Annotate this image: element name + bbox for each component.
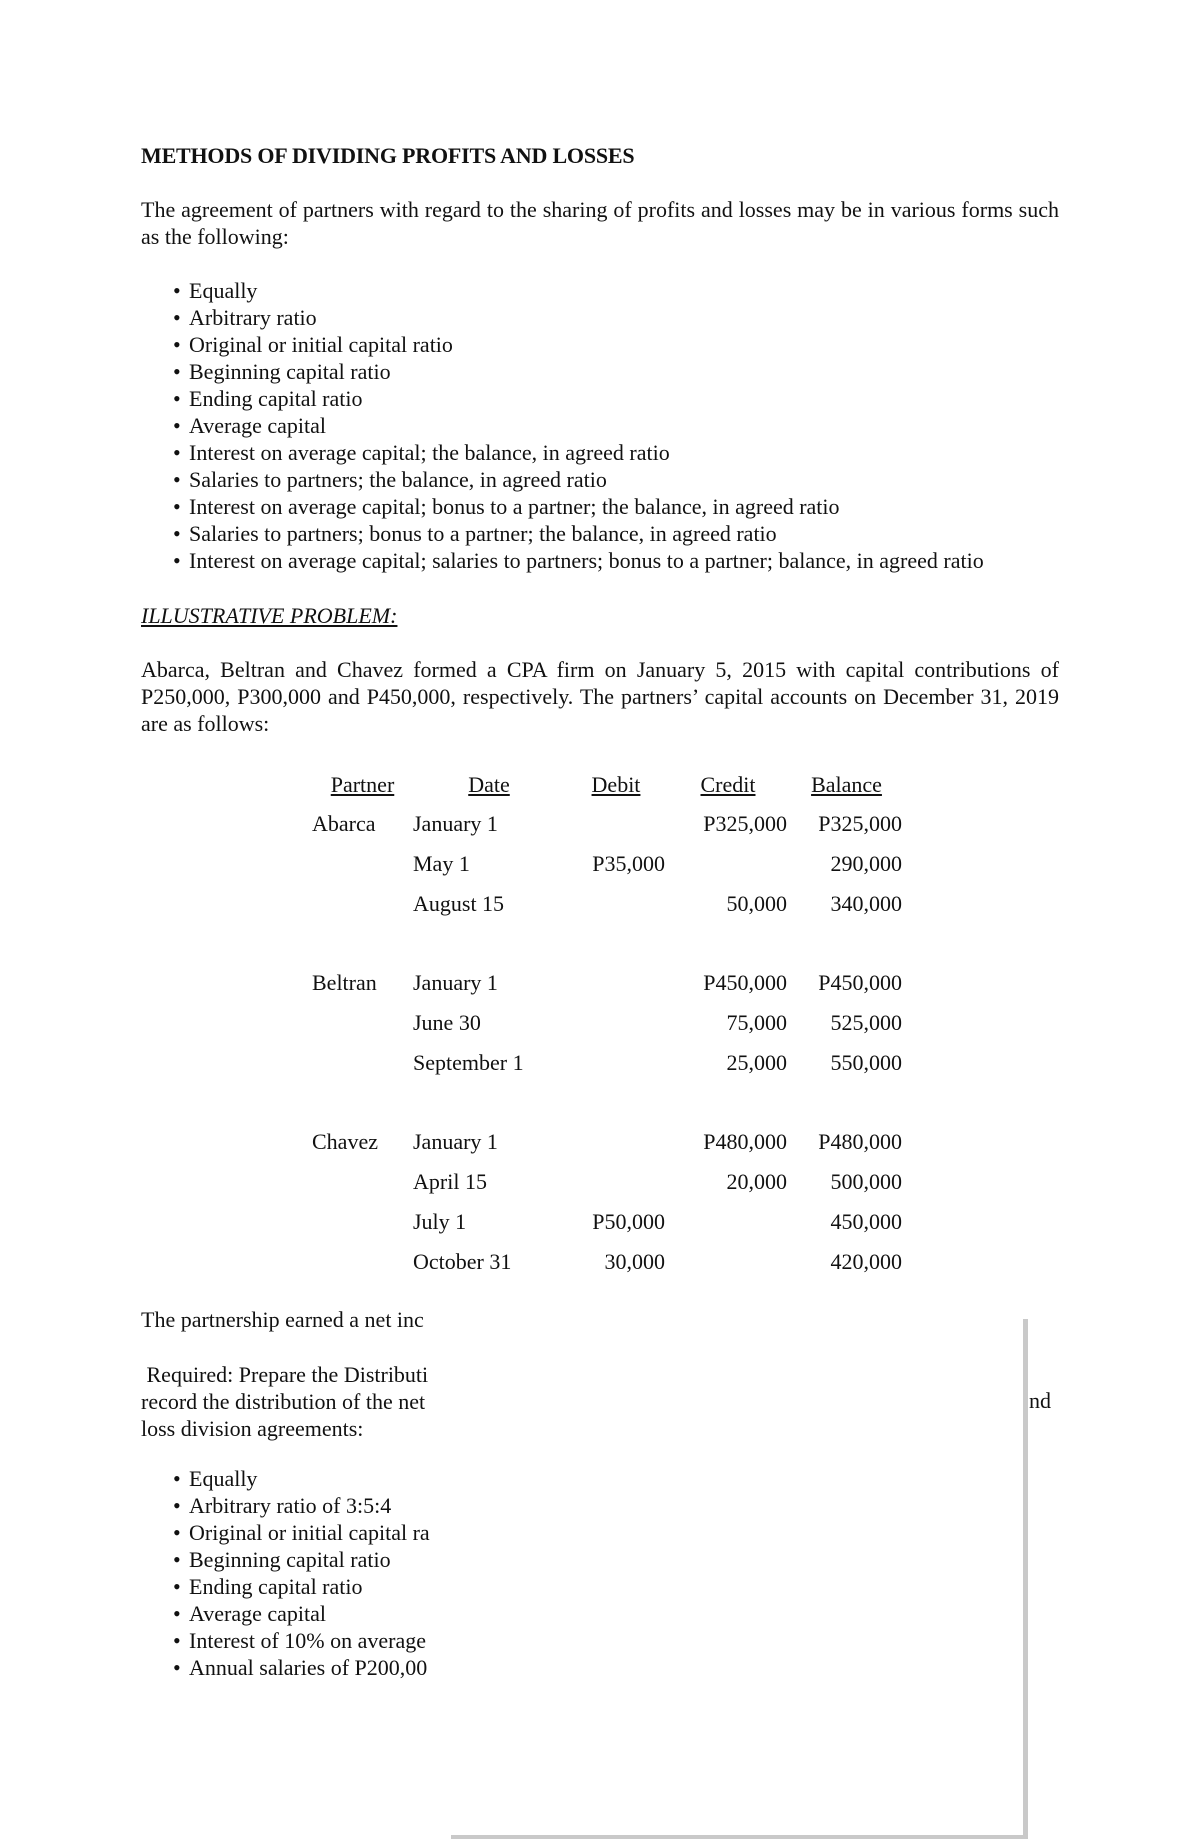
table-row bbox=[312, 1043, 904, 1083]
credit-cell: 25,000 bbox=[726, 1050, 787, 1075]
debit-cell bbox=[565, 1043, 667, 1083]
credit-cell bbox=[667, 1242, 789, 1282]
credit-cell: P450,000 bbox=[703, 970, 787, 995]
date-cell: September 1 bbox=[413, 1050, 524, 1075]
list-item: • Original or initial capital ratio bbox=[173, 332, 453, 357]
list-item: • Average capital bbox=[173, 1601, 327, 1626]
list-item: • Interest on average capital; the balance, in agreed ratio bbox=[173, 440, 670, 465]
debit-cell: P50,000 bbox=[592, 1209, 665, 1234]
bullet-icon: • bbox=[173, 548, 181, 573]
partner-cell bbox=[312, 1202, 413, 1242]
date-cell: June 30 bbox=[413, 1010, 481, 1035]
list-item: • Arbitrary ratio of 3:5:4 bbox=[173, 1493, 392, 1518]
bullet-icon: • bbox=[173, 440, 181, 465]
bullet-icon: • bbox=[173, 1628, 181, 1653]
spacer-row bbox=[312, 1083, 904, 1122]
balance-cell: 420,000 bbox=[830, 1249, 902, 1274]
list-item: • Salaries to partners; the balance, in agreed ratio bbox=[173, 467, 607, 492]
balance-cell: 450,000 bbox=[830, 1209, 902, 1234]
list-item: • Interest on average capital; bonus to a partner; the balance, in agreed ratio bbox=[173, 494, 840, 519]
column-header-date: Date bbox=[468, 772, 510, 797]
net-income-paragraph: The partnership earned a net inc bbox=[141, 1307, 424, 1332]
column-header-partner: Partner bbox=[330, 772, 395, 797]
partner-cell bbox=[312, 844, 413, 884]
balance-cell: 525,000 bbox=[830, 1010, 902, 1035]
list-item: • Annual salaries of P200,00 bbox=[173, 1655, 428, 1680]
date-cell: July 1 bbox=[413, 1209, 467, 1234]
bullet-icon: • bbox=[173, 305, 181, 330]
partner-cell bbox=[312, 1043, 413, 1083]
list-item: • Arbitrary ratio bbox=[173, 305, 317, 330]
table-row bbox=[312, 963, 904, 1003]
list-item: • Interest of 10% on average bbox=[173, 1628, 427, 1653]
table-row bbox=[312, 1242, 904, 1282]
intro-paragraph: The agreement of partners with regard to the sharing of profits and losses may be in various forms such as the following: bbox=[141, 197, 1059, 249]
list-item: • Average capital bbox=[173, 413, 327, 438]
credit-cell: 75,000 bbox=[726, 1010, 787, 1035]
list-item: • Interest on average capital; salaries to partners; bonus to a partner; balance, in agreed ratio bbox=[173, 548, 984, 573]
date-cell: January 1 bbox=[413, 811, 498, 836]
credit-cell: P325,000 bbox=[703, 811, 787, 836]
bullet-icon: • bbox=[173, 494, 181, 519]
required-list bbox=[173, 1465, 430, 1681]
capital-accounts-table bbox=[312, 766, 904, 1282]
balance-cell: 290,000 bbox=[830, 851, 902, 876]
bullet-icon: • bbox=[173, 1493, 181, 1518]
balance-cell: P450,000 bbox=[818, 970, 902, 995]
bullet-icon: • bbox=[173, 1466, 181, 1491]
table-row bbox=[312, 1202, 904, 1242]
partner-cell: Abarca bbox=[312, 811, 376, 836]
required-line: Required: Prepare the Distributi bbox=[141, 1362, 429, 1387]
partner-cell bbox=[312, 1162, 413, 1202]
bullet-icon: • bbox=[173, 1655, 181, 1680]
table-row bbox=[312, 1003, 904, 1043]
column-header-balance: Balance bbox=[811, 772, 882, 797]
balance-cell: P480,000 bbox=[818, 1129, 902, 1154]
debit-cell: P35,000 bbox=[592, 851, 665, 876]
date-cell: April 15 bbox=[413, 1169, 487, 1194]
table-header-row bbox=[312, 766, 904, 804]
bullet-icon: • bbox=[173, 386, 181, 411]
debit-cell bbox=[565, 1122, 667, 1162]
table-row bbox=[312, 1162, 904, 1202]
spacer-row bbox=[312, 924, 904, 963]
list-item: • Original or initial capital ra bbox=[173, 1520, 430, 1545]
bullet-icon: • bbox=[173, 1547, 181, 1572]
bullet-icon: • bbox=[173, 467, 181, 492]
date-cell: August 15 bbox=[413, 891, 505, 916]
partner-cell: Chavez bbox=[312, 1129, 378, 1154]
credit-cell: 20,000 bbox=[726, 1169, 787, 1194]
debit-cell bbox=[565, 804, 667, 844]
debit-cell bbox=[565, 963, 667, 1003]
credit-cell: P480,000 bbox=[703, 1129, 787, 1154]
problem-paragraph: Abarca, Beltran and Chavez formed a CPA firm on January 5, 2015 with capital contributions of P250,000, P300,000 and P450,000, respectively. The partners’ capital accounts on December 31, 2019 are as follows: bbox=[141, 657, 1059, 736]
balance-cell: 500,000 bbox=[830, 1169, 902, 1194]
bullet-icon: • bbox=[173, 1601, 181, 1626]
balance-cell: 340,000 bbox=[830, 891, 902, 916]
bullet-icon: • bbox=[173, 278, 181, 303]
debit-cell bbox=[565, 1003, 667, 1043]
list-item: • Salaries to partners; bonus to a partner; the balance, in agreed ratio bbox=[173, 521, 777, 546]
partner-cell bbox=[312, 884, 413, 924]
bullet-icon: • bbox=[173, 1520, 181, 1545]
required-line: loss division agreements: bbox=[141, 1416, 364, 1441]
list-item: • Equally bbox=[173, 1466, 258, 1491]
table-row bbox=[312, 844, 904, 884]
methods-list bbox=[173, 277, 984, 574]
preview-blocker-panel bbox=[451, 1319, 1028, 1839]
list-item: • Beginning capital ratio bbox=[173, 1547, 391, 1572]
credit-cell bbox=[667, 1202, 789, 1242]
partner-cell bbox=[312, 1242, 413, 1282]
partner-cell bbox=[312, 1003, 413, 1043]
credit-cell: 50,000 bbox=[726, 891, 787, 916]
date-cell: May 1 bbox=[413, 851, 470, 876]
date-cell: January 1 bbox=[413, 1129, 498, 1154]
date-cell: January 1 bbox=[413, 970, 498, 995]
list-item: • Ending capital ratio bbox=[173, 386, 363, 411]
list-item: • Ending capital ratio bbox=[173, 1574, 363, 1599]
debit-cell bbox=[565, 884, 667, 924]
table-row bbox=[312, 804, 904, 844]
list-item: • Beginning capital ratio bbox=[173, 359, 391, 384]
required-line: record the distribution of the net bbox=[141, 1389, 426, 1414]
truncated-text-fragment: nd bbox=[1029, 1388, 1051, 1413]
bullet-icon: • bbox=[173, 413, 181, 438]
column-header-credit: Credit bbox=[700, 772, 756, 797]
bullet-icon: • bbox=[173, 521, 181, 546]
section-subtitle: ILLUSTRATIVE PROBLEM: bbox=[141, 603, 398, 628]
table-row bbox=[312, 1122, 904, 1162]
column-header-debit: Debit bbox=[591, 772, 641, 797]
date-cell: October 31 bbox=[413, 1249, 512, 1274]
debit-cell bbox=[565, 1162, 667, 1202]
debit-cell: 30,000 bbox=[604, 1249, 665, 1274]
bullet-icon: • bbox=[173, 359, 181, 384]
partner-cell: Beltran bbox=[312, 970, 377, 995]
bullet-icon: • bbox=[173, 1574, 181, 1599]
table-row bbox=[312, 884, 904, 924]
list-item: • Equally bbox=[173, 278, 258, 303]
balance-cell: 550,000 bbox=[830, 1050, 902, 1075]
bullet-icon: • bbox=[173, 332, 181, 357]
balance-cell: P325,000 bbox=[818, 811, 902, 836]
credit-cell bbox=[667, 844, 789, 884]
page-title: METHODS OF DIVIDING PROFITS AND LOSSES bbox=[141, 143, 635, 168]
